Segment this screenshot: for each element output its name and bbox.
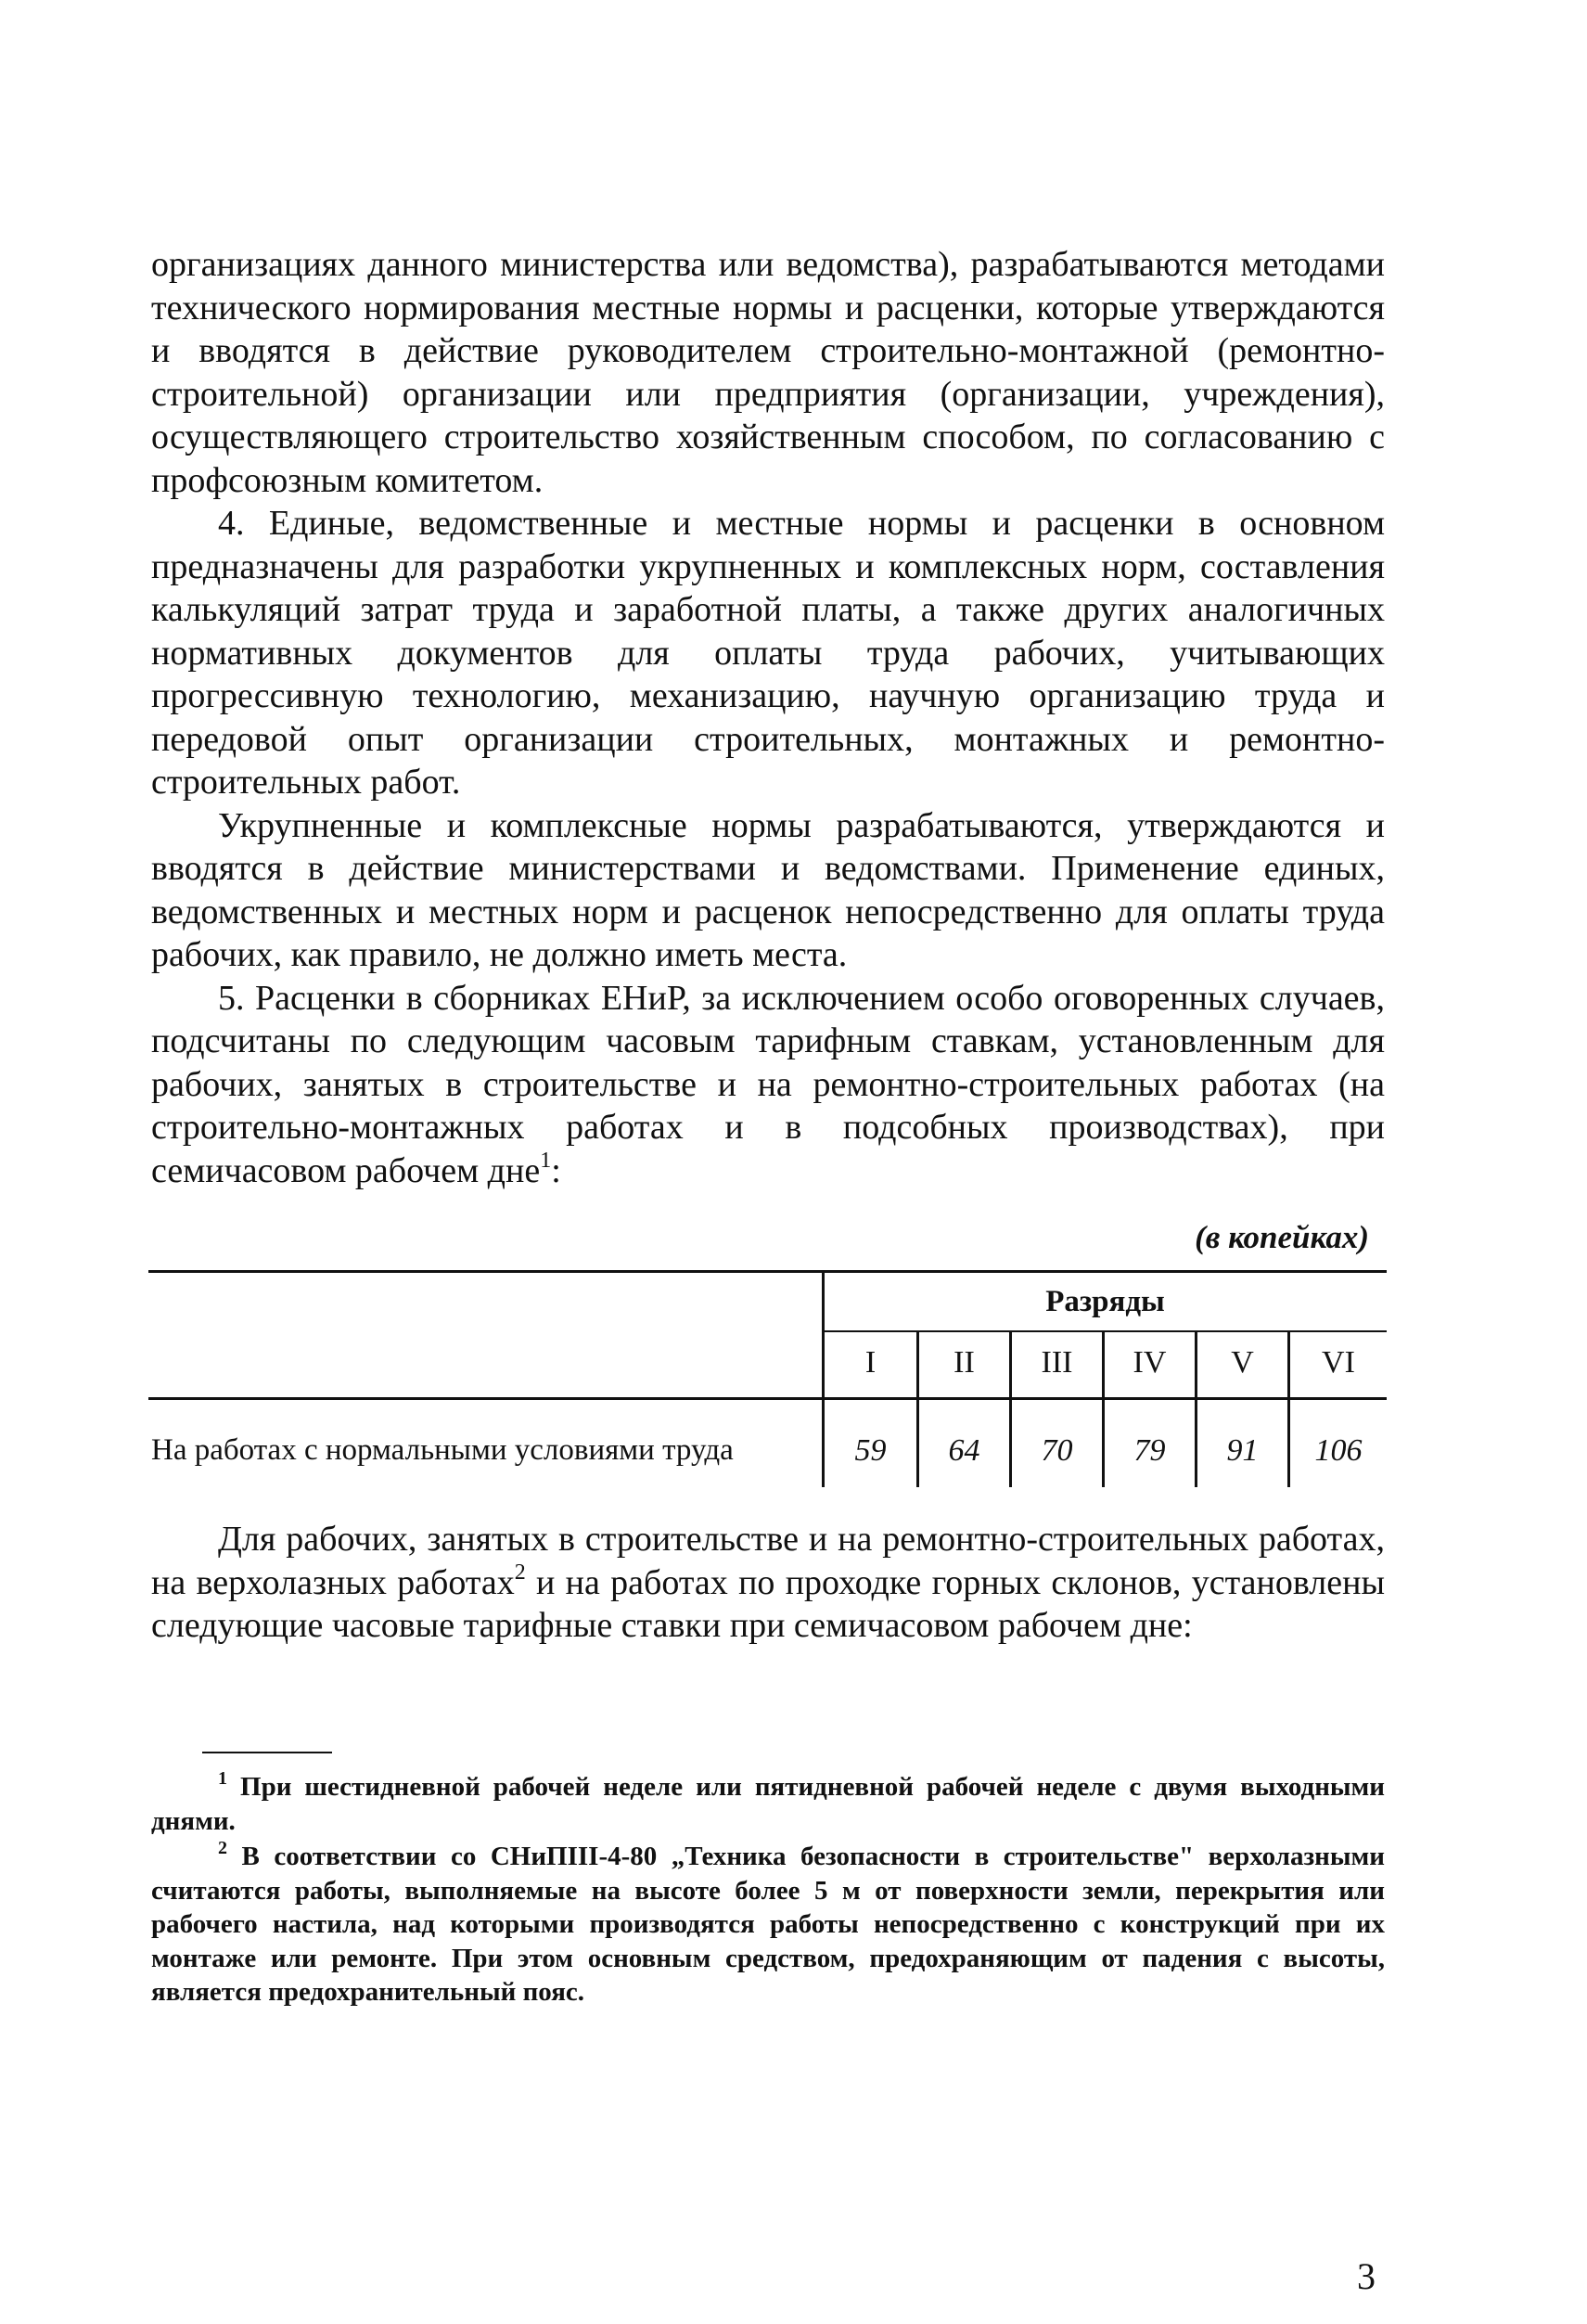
grade-header: VI <box>1322 1345 1355 1380</box>
table-units-caption: (в копейках) <box>1195 1219 1369 1255</box>
footnotes <box>151 1770 1385 2009</box>
footnote-mark: 1 <box>218 1768 227 1789</box>
paragraph-item-5-end: : <box>551 1150 561 1190</box>
grade-header: II <box>953 1345 975 1380</box>
footnote-ref-1: 1 <box>540 1148 552 1173</box>
grade-header: V <box>1231 1345 1254 1380</box>
page-number: 3 <box>1357 2255 1376 2297</box>
rate-value: 91 <box>1226 1433 1259 1468</box>
table-header-bottom-rule <box>148 1397 1387 1400</box>
rate-value: 64 <box>948 1433 980 1468</box>
rate-value: 79 <box>1133 1433 1166 1468</box>
footnote-text: При шестидневной рабочей неделе или пятидневной рабочей неделе с двумя выходными днями. <box>151 1772 1386 1836</box>
body-text-top <box>151 243 1385 1192</box>
table-row-label: На работах с нормальными условиями труда <box>151 1433 734 1467</box>
paragraph-continuation: организациях данного министерства или ведомства), разрабатываются методами технического нормирования местные нормы и расценки, которые утверждаются и вводятся в действие руководителем строительно-монтажной (ремонтно-строительной) организации или предприятия (организации, учреждения), осуществляющего строительство хозяйственным способом, по согласованию с профсоюзным комитетом. <box>151 245 1385 500</box>
paragraph-high-altitude-text-a: Для рабочих, занятых в строительстве и на ремонтно-строительных работах, на верхолазных работах <box>151 1520 1385 1602</box>
grade-header: IV <box>1133 1345 1167 1380</box>
paragraph-item-5 <box>151 977 1385 1193</box>
rate-value: 59 <box>854 1433 887 1468</box>
rate-value: 70 <box>1041 1433 1073 1468</box>
footnote-separator <box>202 1752 332 1753</box>
body-text-after-table <box>151 1518 1385 1648</box>
footnote-1 <box>151 1770 1385 1838</box>
table-grade-rule <box>824 1330 1387 1332</box>
footnote-mark: 2 <box>218 1838 227 1858</box>
footnote-text: В соответствии со СНиПIII-4-80 „Техника безопасности в строительстве" верхолазными считаются работы, выполняемые на высоте более 5 м от поверхности земли, перекрытия или рабочего настила, над которыми производятся работы непосредственно с конструкций при их монтаже или ремонте. При этом основным средством, предохраняющим от падения с высоты, является предохранительный пояс. <box>151 1842 1385 2007</box>
grade-header: III <box>1041 1345 1073 1380</box>
paragraph-item-5-text: 5. Расценки в сборниках ЕНиР, за исключением особо оговоренных случаев, подсчитаны по следующим часовым тарифным ставкам, установленным для рабочих, занятых в строительстве и на ремонтно-строительных работах (на строительно-монтажных работах и в подсобных производствах), при семичасовом рабочем дне <box>151 978 1385 1190</box>
paragraph-high-altitude-text-b: и на работах по проходке горных склонов, установлены следующие часовые тарифные ставки при семичасовом рабочем дне: <box>151 1562 1385 1645</box>
footnote-ref-2: 2 <box>514 1560 526 1585</box>
table-top-rule <box>148 1270 1387 1273</box>
table-group-header: Разряды <box>1045 1285 1165 1318</box>
grade-header: I <box>864 1345 877 1380</box>
paragraph-enlarged-norms: Укрупненные и комплексные нормы разрабатываются, утверждаются и вводятся в действие министерствами и ведомствами. Применение единых, ведомственных и местных норм и расценок непосредственно для оплаты труда рабочих, как правило, не должно иметь места. <box>151 805 1385 974</box>
paragraph-high-altitude <box>151 1518 1385 1648</box>
rate-value: 106 <box>1314 1433 1363 1468</box>
footnote-2 <box>151 1840 1385 2009</box>
paragraph-item-4: 4. Единые, ведомственные и местные нормы и расценки в основном предназначены для разработки укрупненных и комплексных норм, составления калькуляций затрат труда и заработной платы, а также других аналогичных нормативных документов для оплаты труда рабочих, учитывающих прогрессивную технологию, механизацию, научную организацию труда и передовой опыт организации строительных, монтажных и ремонтно-строительных работ. <box>151 504 1385 802</box>
